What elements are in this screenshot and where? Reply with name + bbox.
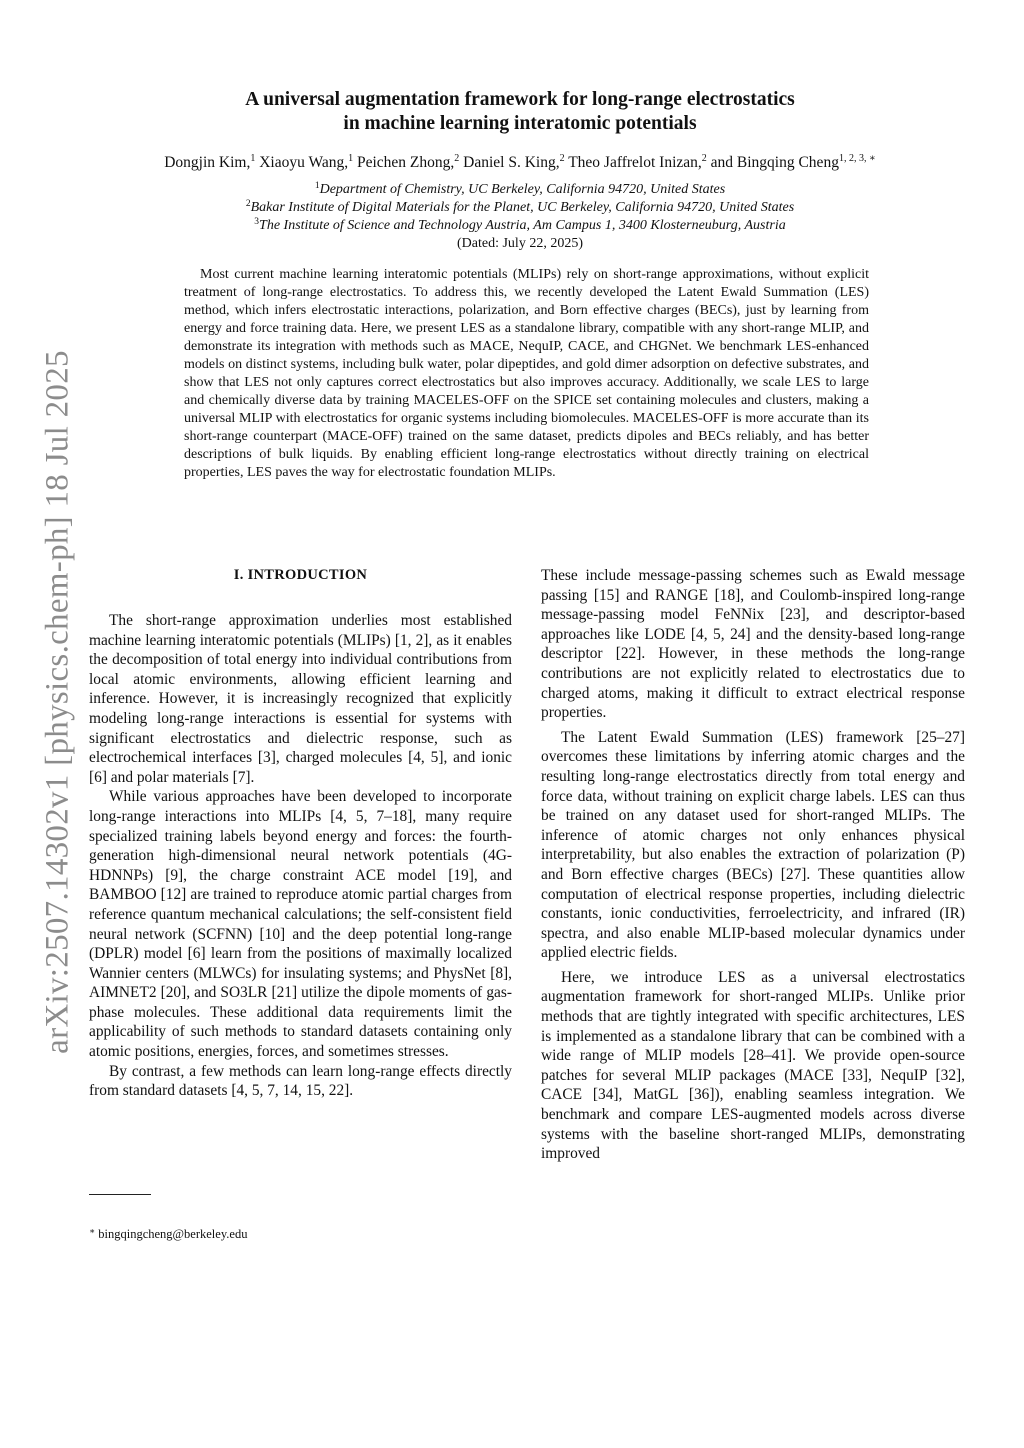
author: and Bingqing Cheng$^{1, 2, 3, ∗}$ bbox=[710, 153, 876, 171]
affiliation: $^2$Bakar Institute of Digital Materials for the Planet, UC Berkeley, California 94720, United States bbox=[245, 199, 795, 215]
author: Peichen Zhong,$^2$ bbox=[356, 153, 460, 171]
author: Daniel S. King,$^2$ bbox=[463, 153, 565, 171]
abstract bbox=[184, 266, 869, 482]
right-column bbox=[541, 566, 965, 1164]
author: Theo Jaffrelot Inizan,$^2$ bbox=[568, 153, 707, 171]
paragraph: The short-range approximation underlies most established machine learning interatomic potentials (MLIPs) [1, 2], as it enables the decomposition of total energy into individual contributions from local atomic environments, allowing efficient learning and inference. However, it is increasingly recognized that explicitly modeling long-range interactions is essential for systems with significant electrostatics and dielectric response, such as electrochemical interfaces [3], charged molecules [4, 5], and ionic [6] and polar materials [7]. bbox=[89, 612, 512, 786]
author: Xiaoyu Wang,$^1$ bbox=[259, 153, 354, 171]
footnote-divider bbox=[89, 1194, 151, 1195]
footnote bbox=[89, 1226, 247, 1242]
affiliation: $^3$The Institute of Science and Technology Austria, Am Campus 1, 3400 Klosterneuburg, Austria bbox=[254, 217, 786, 233]
title-line-2: in machine learning interatomic potentials bbox=[343, 113, 697, 134]
author: Dongjin Kim,$^1$ bbox=[164, 153, 256, 171]
left-column bbox=[89, 611, 512, 1101]
arxiv-identifier: arXiv:2507.14302v1 [physics.chem-ph] 18 Jul 2025 bbox=[39, 350, 76, 1054]
paragraph: While various approaches have been developed to incorporate long-range interactions into MLIPs [4, 5, 7–18], many require specialized training labels beyond energy and forces: the fourth-generation high-dimensional neural network potentials (4G-HDNNPs) [9], the charge constraint ACE model [19], and BAMBOO [12] are trained to reproduce atomic partial charges from reference quantum mechanical calculations; the self-consistent field neural network (SCFNN) [10] and the deep potential long-range (DPLR) model [6] learn from the positions of maximally localized Wannier centers (MLWCs) for insulating systems; and PhysNet [8], AIMNET2 [20], and SO3LR [21] utilize the dipole moments of gas-phase molecules. These additional data requirements limit the applicability of such methods to standard datasets containing only atomic positions, energies, forces, and sometimes stresses. bbox=[89, 788, 512, 1061]
corresponding-email[interactable]: bingqingcheng@berkeley.edu bbox=[98, 1227, 248, 1241]
abstract-text: Most current machine learning interatomic potentials (MLIPs) rely on short-range approximations, without explicit treatment of long-range electrostatics. To address this, we recently developed the Latent Ewald Summation (LES) method, which infers electrostatic interactions, polarization, and Born effective charges (BECs), just by learning from energy and force training data. Here, we present LES as a standalone library, compatible with any short-range MLIP, and demonstrate its integration with methods such as MACE, NequIP, CACE, and CHGNet. We benchmark LES-enhanced models on distinct systems, including bulk water, polar dipeptides, and gold dimer adsorption on defective substrates, and show that LES not only captures correct electrostatics but also improves accuracy. Additionally, we scale LES to large and chemically diverse data by training MACELES-OFF on the SPICE set containing molecules and clusters, making a universal MLIP with electrostatics for organic systems including biomolecules. MACELES-OFF is more accurate than its short-range counterpart (MACE-OFF) trained on the same dataset, predicts dipoles and BECs reliably, and has better descriptions of bulk liquids. By enabling efficient long-range electrostatics without directly training on electrical properties, LES paves the way for electrostatic foundation MLIPs. bbox=[184, 267, 869, 480]
title-line-1: A universal augmentation framework for long-range electrostatics bbox=[245, 89, 795, 110]
paragraph: By contrast, a few methods can learn long-range effects directly from standard datasets [4, 5, 7, 14, 15, 22]. bbox=[89, 1062, 512, 1100]
section-heading-introduction: I. INTRODUCTION bbox=[233, 567, 368, 583]
author-list bbox=[60, 153, 980, 173]
paper-title bbox=[120, 88, 920, 136]
date-line: (Dated: July 22, 2025) bbox=[457, 236, 583, 251]
paragraph: The Latent Ewald Summation (LES) framework [25–27] overcomes these limitations by inferring atomic charges and the resulting long-range electrostatics directly from total energy and force data, without training on explicit charge labels. LES can thus be trained on any dataset used for short-ranged MLIPs. The inference of atomic charges not only enhances physical interpretability, but also enables the extraction of polarization (P) and Born effective charges (BECs) [27]. These quantities allow computation of electrical response properties, including dielectric constants, ionic conductivities, ferroelectricity, and infrared (IR) spectra, and also enable MLIP-based molecular dynamics under applied electric fields. bbox=[541, 728, 965, 962]
affiliations bbox=[60, 181, 980, 253]
paragraph: These include message-passing schemes such as Ewald message passing [15] and RANGE [18], and Coulomb-inspired long-range message-passing model FeNNix [23], and descriptor-based approaches like LODE [4, 5, 24] and the density-based long-range descriptor [22]. However, in these methods the long-range contributions are not explicitly related to electrostatics due to charged atoms, making it difficult to extract electrical response properties. bbox=[541, 567, 965, 722]
paragraph: Here, we introduce LES as a universal electrostatics augmentation framework for short-ranged MLIPs. Unlike prior methods that are tightly integrated with specific architectures, LES is implemented as a standalone library that can be combined with a wide range of MLIP models [28–41]. We provide open-source patches for several MLIP packages (MACE [33], NequIP [32], CACE [34], MatGL [36]), enabling seamless integration. We benchmark and compare LES-augmented models across diverse systems with the baseline short-ranged MLIPs, demonstrating improved bbox=[541, 968, 965, 1163]
affiliation: $^1$Department of Chemistry, UC Berkeley, California 94720, United States bbox=[314, 181, 726, 197]
footnote-mark: ∗ bbox=[89, 1226, 96, 1236]
